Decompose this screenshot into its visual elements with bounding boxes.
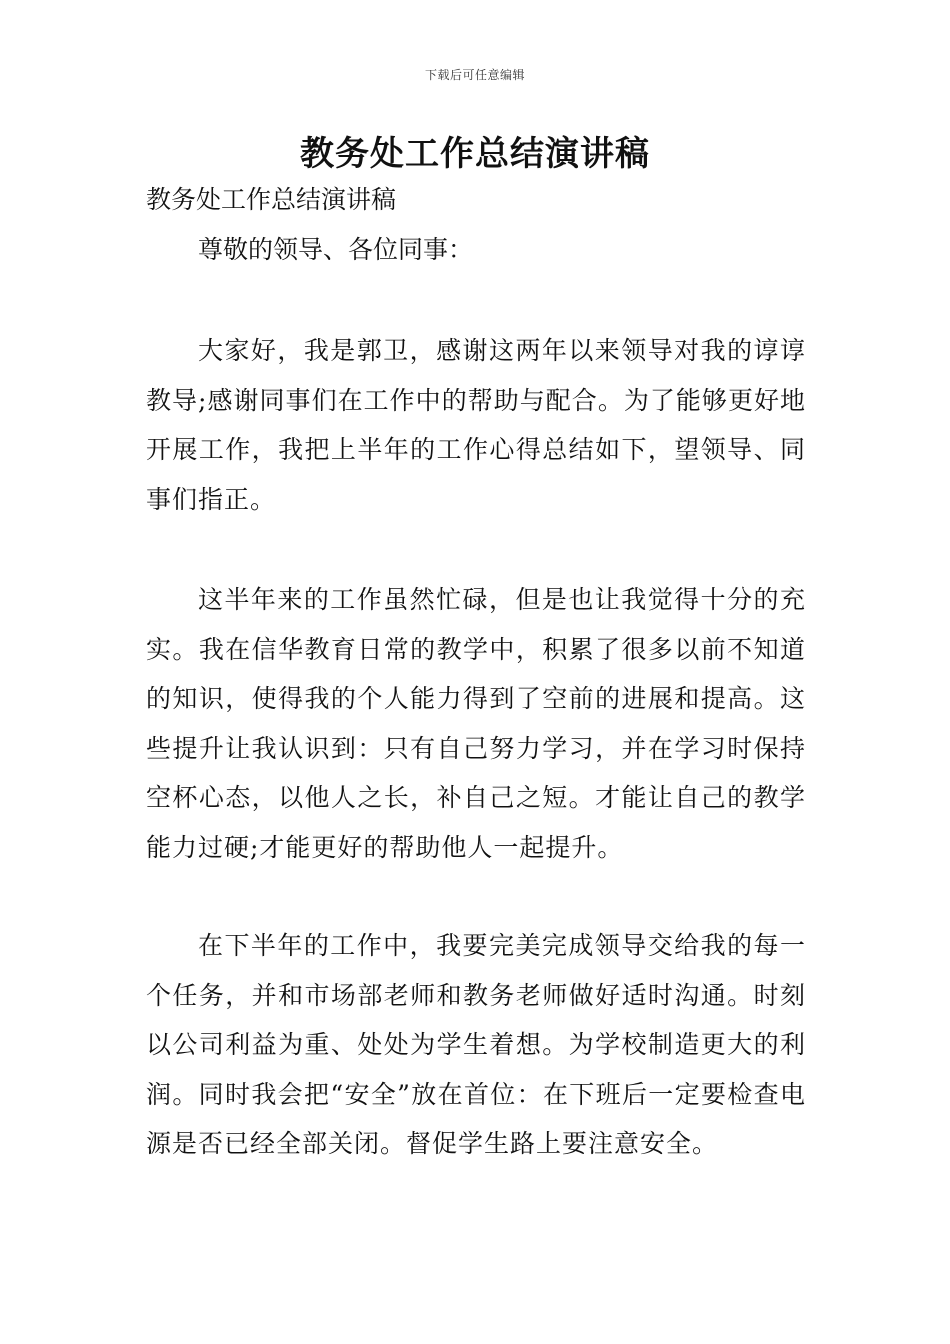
header-note: 下载后可任意编辑 [424,68,525,82]
paragraph-plan: 在下半年的工作中，我要完美完成领导交给我的每一个任务，并和市场部老师和教务老师做好适时沟通。时刻以公司利益为重、处处为学生着想。为学校制造更大的利润。同时我会把“安全”放在首位：在下班后一定要检查电源是否已经全部关闭。督促学生路上要注意安全。 [146,931,806,1158]
paragraph-introduction: 大家好，我是郭卫，感谢这两年以来领导对我的谆谆教导;感谢同事们在工作中的帮助与配合。为了能够更好地开展工作，我把上半年的工作心得总结如下，望领导、同事们指正。 [146,336,806,514]
salutation: 尊敬的领导、各位同事： [198,235,474,264]
paragraph-reflection: 这半年来的工作虽然忙碌，但是也让我觉得十分的充实。我在信华教育日常的教学中，积累了很多以前不知道的知识，使得我的个人能力得到了空前的进展和提高。这些提升让我认识到：只有自己努力学习，并在学习时保持空杯心态，以他人之长，补自己之短。才能让自己的教学能力过硬;才能更好的帮助他人一起提升。 [146,585,806,862]
document-title: 教务处工作总结演讲稿 [300,134,650,174]
document-subtitle: 教务处工作总结演讲稿 [146,185,397,214]
